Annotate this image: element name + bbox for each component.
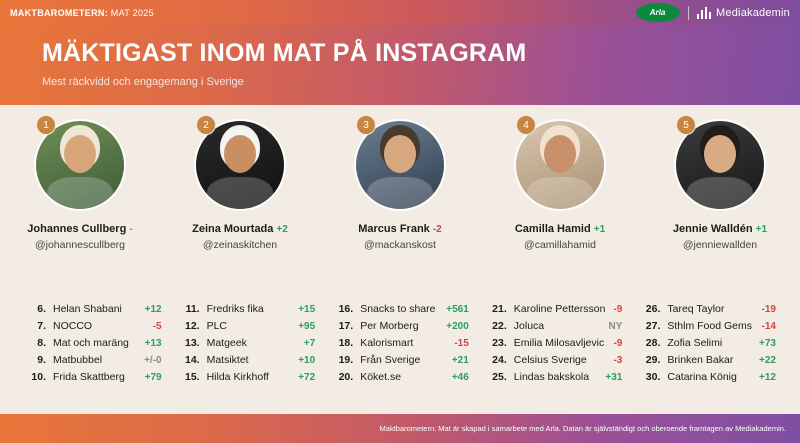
- list-item-name: Mat och maräng: [53, 336, 129, 349]
- person-name-text: Marcus Frank: [358, 223, 430, 235]
- list-item-name: Från Sverige: [360, 353, 421, 366]
- person-handle[interactable]: @zeinaskitchen: [202, 239, 278, 251]
- list-item[interactable]: [638, 351, 776, 368]
- list-item[interactable]: [178, 368, 316, 385]
- list-item-rank: 28.: [645, 336, 661, 349]
- bars-icon: [697, 7, 712, 19]
- list-item-rank: 18.: [338, 336, 354, 349]
- top-bar-title: [10, 8, 154, 18]
- footer-disclaimer: Maktbarometern: Mat är skapad i samarbete med Arla. Datan är självständigt och oberoende framtagen av Mediakademin.: [379, 424, 786, 433]
- list-item-rank: 23.: [492, 336, 507, 349]
- list-item-delta: +22: [759, 354, 776, 366]
- ranking-column-4: [477, 300, 631, 414]
- top-five-section: [0, 105, 800, 290]
- list-item[interactable]: [24, 334, 162, 351]
- list-item[interactable]: [331, 368, 469, 385]
- list-item-name: Snacks to share: [360, 302, 436, 315]
- list-item-name: Sthlm Food Gems: [667, 319, 752, 332]
- list-item-name: Matsiktet: [206, 353, 249, 366]
- arla-logo-icon: Arla: [636, 3, 680, 22]
- list-item-rank: 25.: [492, 370, 507, 383]
- person-name: [192, 223, 288, 235]
- page-subtitle: Mest räckvidd och engagemang i Sverige: [42, 76, 244, 88]
- top-person-2[interactable]: [160, 105, 320, 290]
- list-item-name: Karoline Pettersson: [513, 302, 606, 315]
- list-item-name: Fredriks fika: [206, 302, 264, 315]
- avatar-wrap: [34, 119, 126, 211]
- list-item[interactable]: [178, 300, 316, 317]
- list-item-rank: 22.: [492, 319, 507, 332]
- person-delta: -: [129, 224, 133, 235]
- person-name: [673, 223, 767, 235]
- list-item-delta: -9: [613, 337, 623, 349]
- person-delta: +1: [593, 224, 606, 235]
- list-item-delta: NY: [608, 320, 623, 332]
- list-item[interactable]: [485, 351, 623, 368]
- list-item-delta: +12: [759, 371, 776, 383]
- list-item[interactable]: [638, 300, 776, 317]
- list-item-delta: +21: [451, 354, 469, 366]
- list-item[interactable]: [24, 368, 162, 385]
- top-person-4[interactable]: [480, 105, 640, 290]
- list-item-delta: +79: [144, 371, 162, 383]
- list-item-rank: 6.: [37, 302, 46, 315]
- ranking-column-1: [16, 300, 170, 414]
- person-delta: +2: [276, 224, 288, 235]
- person-handle[interactable]: @mackanskost: [364, 239, 436, 251]
- list-item-delta: +13: [144, 337, 162, 349]
- list-item-name: Celsius Sverige: [513, 353, 587, 366]
- rank-badge: 3: [356, 115, 376, 135]
- person-name-text: Camilla Hamid: [514, 223, 591, 235]
- top-bar: [0, 0, 800, 25]
- person-name-text: Johannes Cullberg: [27, 223, 127, 235]
- person-delta: +1: [755, 224, 768, 235]
- list-item-name: Helan Shabani: [53, 302, 122, 315]
- person-handle[interactable]: @johannescullberg: [34, 239, 126, 251]
- list-item-rank: 12.: [184, 319, 200, 332]
- top-person-1[interactable]: [0, 105, 160, 290]
- list-item-delta: +561: [446, 303, 469, 315]
- avatar-wrap: [354, 119, 446, 211]
- list-item[interactable]: [331, 317, 469, 334]
- list-item-delta: -9: [613, 303, 623, 315]
- list-item[interactable]: [638, 334, 776, 351]
- list-item-delta: +15: [298, 303, 316, 315]
- list-item-delta: -5: [152, 320, 162, 332]
- person-name: [358, 223, 442, 235]
- rank-badge: 4: [516, 115, 536, 135]
- list-item-rank: 29.: [645, 353, 661, 366]
- list-item[interactable]: [24, 317, 162, 334]
- person-name-text: Zeina Mourtada: [192, 223, 274, 235]
- top-bar-logos: [636, 3, 790, 22]
- list-item[interactable]: [485, 317, 623, 334]
- list-item-rank: 17.: [338, 319, 354, 332]
- list-item[interactable]: [485, 334, 623, 351]
- footer-bar: [0, 414, 800, 443]
- list-item[interactable]: [24, 300, 162, 317]
- list-item-delta: -14: [761, 320, 776, 332]
- person-name: [27, 223, 132, 235]
- list-item[interactable]: [331, 351, 469, 368]
- list-item-rank: 30.: [645, 370, 661, 383]
- list-item-delta: +/-0: [144, 354, 162, 366]
- list-item-rank: 26.: [645, 302, 661, 315]
- person-handle[interactable]: @camillahamid: [524, 239, 596, 251]
- list-item-delta: +31: [605, 371, 623, 383]
- list-item-rank: 20.: [338, 370, 354, 383]
- list-item-name: Hilda Kirkhoff: [206, 370, 269, 383]
- top-person-3[interactable]: [320, 105, 480, 290]
- avatar-wrap: [514, 119, 606, 211]
- person-handle[interactable]: @jenniewallden: [682, 239, 758, 251]
- mediakademin-label: Mediakademin: [716, 6, 790, 19]
- list-item[interactable]: [638, 317, 776, 334]
- list-item-delta: -15: [454, 337, 469, 349]
- list-item-rank: 11.: [185, 302, 200, 315]
- list-item-rank: 10.: [31, 370, 46, 383]
- list-item-delta: +12: [144, 303, 162, 315]
- list-item[interactable]: [24, 351, 162, 368]
- top-person-5[interactable]: [640, 105, 800, 290]
- list-item-rank: 13.: [184, 336, 200, 349]
- list-item-rank: 24.: [492, 353, 507, 366]
- list-item[interactable]: [178, 317, 316, 334]
- top-bar-year: MAT 2025: [108, 7, 154, 18]
- list-item[interactable]: [331, 334, 469, 351]
- list-item-rank: 15.: [184, 370, 200, 383]
- list-item-delta: +73: [759, 337, 776, 349]
- list-item-rank: 14.: [184, 353, 200, 366]
- list-item-delta: +10: [298, 354, 316, 366]
- list-item-name: NOCCO: [53, 319, 93, 332]
- list-item-rank: 16.: [338, 302, 354, 315]
- list-item[interactable]: [485, 368, 623, 385]
- list-item-name: Emilia Milosavljevic: [513, 336, 605, 349]
- list-item-name: Frida Skattberg: [53, 370, 125, 383]
- rank-badge: 5: [676, 115, 696, 135]
- hero-banner: [0, 25, 800, 105]
- list-item[interactable]: [178, 334, 316, 351]
- list-item-name: Joluca: [513, 319, 545, 332]
- ranking-column-5: [630, 300, 784, 414]
- person-name: [515, 223, 605, 235]
- list-item-name: Tareq Taylor: [667, 302, 725, 315]
- list-item-name: Zofia Selimi: [667, 336, 723, 349]
- list-item-rank: 21.: [492, 302, 507, 315]
- list-item-name: Lindas bakskola: [513, 370, 590, 383]
- list-item-delta: +95: [298, 320, 316, 332]
- list-item-delta: +46: [451, 371, 469, 383]
- list-item-delta: +72: [298, 371, 316, 383]
- rank-badge: 2: [196, 115, 216, 135]
- list-item-rank: 9.: [37, 353, 46, 366]
- list-item-rank: 8.: [37, 336, 46, 349]
- logo-divider: [688, 6, 689, 20]
- list-item-name: Per Morberg: [360, 319, 419, 332]
- list-item-delta: -19: [761, 303, 776, 315]
- list-item[interactable]: [331, 300, 469, 317]
- avatar-wrap: [194, 119, 286, 211]
- list-item-delta: -3: [613, 354, 623, 366]
- person-name-text: Jennie Walldén: [672, 223, 753, 235]
- page-title: MÄKTIGAST INOM MAT PÅ INSTAGRAM: [42, 39, 527, 67]
- list-item-name: Köket.se: [360, 370, 402, 383]
- list-item[interactable]: [485, 300, 623, 317]
- list-item-name: Matbubbel: [53, 353, 103, 366]
- top-bar-brand: MAKTBAROMETERN:: [10, 7, 108, 18]
- ranking-column-3: [323, 300, 477, 414]
- list-item-rank: 19.: [338, 353, 354, 366]
- ranking-column-2: [170, 300, 324, 414]
- list-item[interactable]: [638, 368, 776, 385]
- ranking-list: [0, 292, 800, 414]
- list-item-delta: +200: [446, 320, 469, 332]
- list-item-name: PLC: [206, 319, 228, 332]
- avatar-wrap: [674, 119, 766, 211]
- list-item-name: Matgeek: [206, 336, 247, 349]
- list-item-name: Catarina König: [667, 370, 737, 383]
- list-item-name: Kalorismart: [360, 336, 414, 349]
- person-delta: -2: [432, 224, 442, 235]
- list-item-rank: 7.: [37, 319, 46, 332]
- list-item[interactable]: [178, 351, 316, 368]
- list-item-delta: +7: [303, 337, 316, 349]
- list-item-rank: 27.: [645, 319, 661, 332]
- rank-badge: 1: [36, 115, 56, 135]
- list-item-name: Brinken Bakar: [667, 353, 734, 366]
- mediakademin-logo: [697, 7, 790, 19]
